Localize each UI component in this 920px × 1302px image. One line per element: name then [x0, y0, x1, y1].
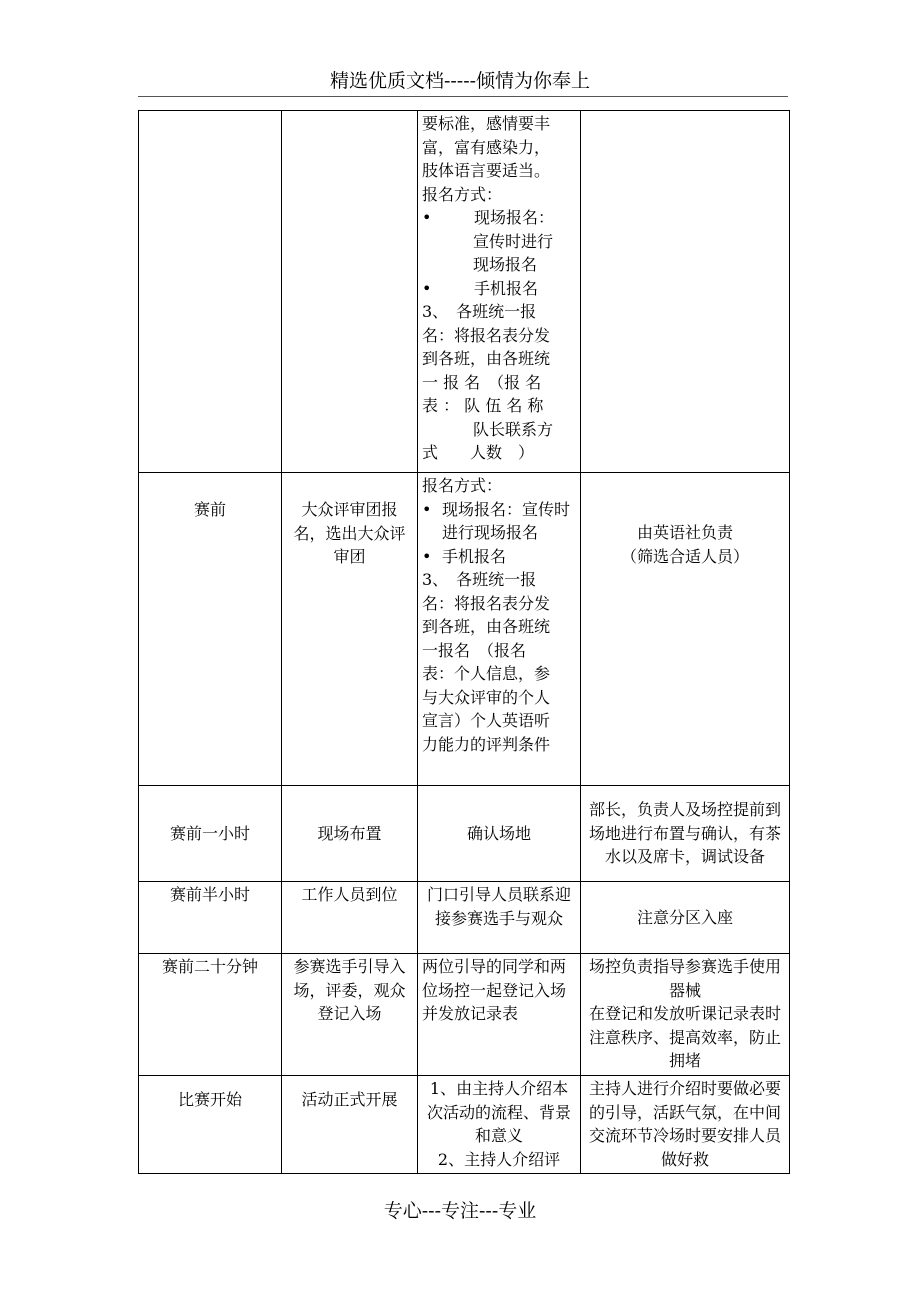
cell-line: 现场报名 — [473, 255, 538, 274]
cell-content: 确认场地 — [418, 786, 581, 882]
cell-line: 由英语社负责 — [636, 523, 733, 542]
cell-note: 部长，负责人及场控提前到场地进行布置与确认，有茶水以及席卡，调试设备 — [581, 786, 790, 882]
cell-line: 宣传时进行 — [473, 231, 554, 251]
cell-stage: 赛前一小时 — [139, 786, 282, 882]
cell-content — [418, 111, 581, 473]
cell-task: 大众评审团报名，选出大众评审团 — [282, 473, 418, 786]
bullet-icon: • — [422, 208, 432, 227]
cell-stage: 赛前半小时 — [139, 882, 282, 954]
cell-stage: 比赛开始 — [139, 1076, 282, 1174]
bullet-item: • 手机报名 — [422, 277, 576, 301]
cell-content — [418, 473, 581, 786]
cell-line: 在登记和发放听课记录表时注意秩序、提高效率，防止拥堵 — [588, 1004, 781, 1070]
cell-line: 力能力的评判条件 — [422, 734, 551, 754]
table-row — [139, 1076, 790, 1174]
bullet-item: • 手机报名 — [422, 545, 576, 569]
cell-line: 名：将报名表分发 — [422, 325, 551, 345]
cell-stage: 赛前 — [139, 473, 282, 786]
cell-line: 肢体语言要适当。 — [422, 161, 551, 180]
cell-line: 式 人数 ） — [422, 443, 535, 462]
table-row — [139, 786, 790, 882]
cell-line: 3、 各班统一报 — [422, 570, 537, 589]
cell-line: 报名方式： — [422, 476, 503, 495]
bullet-icon: • — [422, 278, 432, 298]
cell-empty — [581, 111, 790, 473]
cell-task: 参赛选手引导入场，评委，观众登记入场 — [282, 954, 418, 1076]
cell-line: 到各班，由各班统 — [422, 617, 551, 636]
cell-line: （筛选合适人员） — [620, 546, 749, 566]
cell-line: 表：个人信息，参 — [422, 664, 551, 683]
cell-line: 1、由主持人介绍本次活动的流程、背景和意义 — [426, 1079, 571, 1145]
table-row — [139, 111, 790, 473]
page-header: 精选优质文档-----倾情为你奉上 — [329, 70, 591, 92]
cell-task: 活动正式开展 — [282, 1076, 418, 1174]
cell-line: 3、 各班统一报 — [422, 302, 537, 321]
cell-note — [581, 954, 790, 1076]
cell-content: 门口引导人员联系迎接参赛选手与观众 — [418, 882, 581, 954]
cell-line: 与大众评审的个人 — [422, 687, 551, 707]
cell-note: 注意分区入座 — [581, 882, 790, 954]
bullet-icon: • — [422, 499, 432, 519]
bullet-item: • 现场报名： — [422, 206, 576, 230]
bullet-item: • 现场报名：宣传时进行现场报名 — [422, 499, 571, 542]
cell-task: 现场布置 — [282, 786, 418, 882]
cell-line: 名：将报名表分发 — [422, 593, 551, 613]
schedule-table — [138, 110, 790, 1174]
table-row — [139, 473, 790, 786]
cell-empty — [282, 111, 418, 473]
header-divider — [138, 96, 788, 97]
cell-line: 2、主持人介绍评 — [437, 1149, 561, 1169]
cell-line: 一报名 （报名 — [422, 640, 527, 660]
cell-empty — [139, 111, 282, 473]
cell-line: 一 报 名 （报 名 — [422, 372, 542, 392]
cell-task: 工作人员到位 — [282, 882, 418, 954]
cell-line: 场控负责指导参赛选手使用器械 — [588, 957, 781, 1000]
page-footer: 专心---专注---专业 — [383, 1200, 537, 1222]
cell-line: 报名方式： — [422, 184, 503, 204]
cell-content — [418, 1076, 581, 1174]
cell-line: 宣言）个人英语听 — [422, 711, 551, 730]
bullet-icon: • — [422, 546, 432, 566]
cell-note: 主持人进行介绍时要做必要的引导，活跃气氛，在中间交流环节冷场时要安排人员做好救 — [581, 1076, 790, 1174]
cell-note — [581, 473, 790, 786]
table-row — [139, 954, 790, 1076]
cell-content: 两位引导的同学和两位场控一起登记入场并发放记录表 — [418, 954, 581, 1076]
cell-line: 队长联系方 — [473, 419, 554, 439]
cell-line: 要标准，感情要丰 — [422, 114, 551, 133]
cell-line: 到各班，由各班统 — [422, 349, 551, 368]
cell-line: 富，富有感染力， — [422, 137, 551, 157]
table-row — [139, 882, 790, 954]
cell-line: 表 ： 队 伍 名 称 — [422, 396, 544, 415]
cell-stage: 赛前二十分钟 — [139, 954, 282, 1076]
